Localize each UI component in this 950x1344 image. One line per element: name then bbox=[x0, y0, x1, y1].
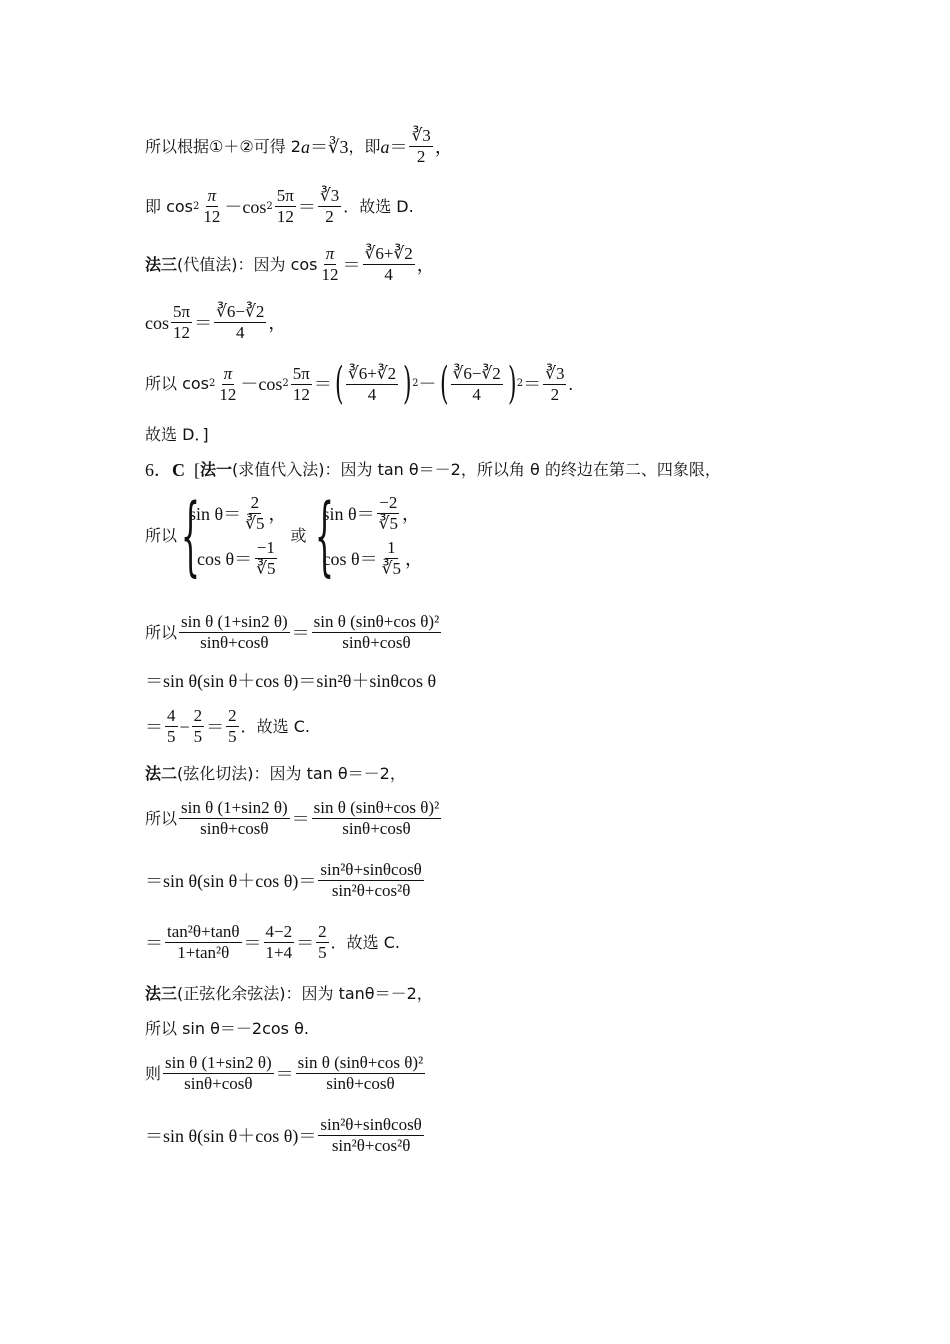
text: －cos bbox=[224, 196, 267, 217]
denominator: ∛5 bbox=[256, 559, 276, 578]
numerator: −1 bbox=[256, 538, 275, 557]
text: 故选 D．] bbox=[145, 425, 209, 444]
numerator: 4−2 bbox=[265, 922, 293, 941]
fraction bbox=[214, 302, 266, 343]
numerator: sin θ (sinθ+cos θ)² bbox=[313, 612, 440, 631]
denominator: 5 bbox=[167, 727, 176, 746]
denominator: sin²θ+cos²θ bbox=[331, 881, 411, 900]
denominator: 12 bbox=[203, 207, 221, 226]
denominator: sinθ+cosθ bbox=[200, 819, 269, 838]
fraction bbox=[312, 798, 442, 839]
line-7 bbox=[145, 459, 721, 481]
fraction bbox=[243, 493, 266, 534]
left-paren: ( bbox=[439, 358, 449, 409]
numerator: sin²θ+sinθcosθ bbox=[320, 1115, 422, 1134]
eq: ＝ bbox=[145, 932, 163, 953]
method-heading: 法三 bbox=[145, 254, 178, 274]
line-4 bbox=[145, 302, 286, 343]
fraction bbox=[409, 126, 432, 167]
system-a bbox=[177, 486, 287, 586]
fraction bbox=[165, 922, 242, 963]
denominator: sinθ+cosθ bbox=[326, 1074, 395, 1093]
text: ，即 bbox=[348, 136, 381, 156]
fraction bbox=[318, 186, 341, 227]
numerator: ∛6+∛2 bbox=[364, 244, 413, 263]
line-1 bbox=[145, 126, 453, 167]
fraction bbox=[226, 706, 239, 747]
eq: ＝ bbox=[243, 932, 262, 953]
text: ， bbox=[268, 503, 287, 524]
denominator: 2 bbox=[325, 207, 334, 226]
text: sin θ＝ bbox=[322, 503, 375, 524]
text: ．故选 C. bbox=[240, 716, 311, 736]
eq: ＝ bbox=[313, 374, 332, 394]
text: sin θ＝ bbox=[189, 503, 242, 524]
fraction bbox=[201, 186, 222, 227]
text: 即 cos bbox=[145, 196, 194, 216]
fraction bbox=[163, 1053, 274, 1094]
denominator: 1+4 bbox=[265, 943, 293, 962]
text: (正弦化余弦法)：因为 tanθ＝－2， bbox=[177, 984, 433, 1003]
numerator: 5π bbox=[292, 363, 310, 383]
fraction bbox=[377, 493, 400, 534]
denominator: 2 bbox=[416, 147, 426, 166]
fraction bbox=[179, 612, 290, 653]
numerator: tan²θ+tanθ bbox=[167, 922, 240, 941]
fraction bbox=[275, 186, 296, 227]
text: 所以 cos bbox=[145, 374, 210, 393]
denominator: 12 bbox=[173, 323, 191, 342]
fraction bbox=[291, 364, 312, 405]
denominator: 12 bbox=[321, 265, 339, 284]
text: ＝sin θ(sin θ＋cos θ)＝sin²θ＋sinθcos θ bbox=[145, 671, 437, 691]
denominator: sinθ+cosθ bbox=[342, 633, 411, 652]
fraction bbox=[165, 706, 178, 747]
denominator: sinθ+cosθ bbox=[184, 1074, 253, 1093]
line-9 bbox=[145, 612, 443, 653]
text: cos θ＝ bbox=[197, 548, 253, 569]
line-8 bbox=[145, 486, 423, 586]
numerator: ∛3 bbox=[545, 363, 565, 383]
text: ， bbox=[268, 312, 287, 333]
eq: ＝ bbox=[206, 716, 225, 737]
eq: ＝ bbox=[145, 716, 163, 737]
eq: ＝ bbox=[275, 1063, 294, 1084]
fraction bbox=[318, 860, 423, 901]
denominator: 1+tan²θ bbox=[177, 943, 230, 962]
text: 则 bbox=[145, 1063, 162, 1083]
denominator: sin²θ+cos²θ bbox=[331, 1136, 411, 1155]
line-6 bbox=[145, 424, 209, 446]
fraction bbox=[318, 1115, 423, 1156]
eq: ＝ bbox=[389, 136, 408, 157]
numerator: ∛3 bbox=[411, 126, 431, 145]
numerator: ∛3 bbox=[319, 186, 340, 205]
eq: ＝ bbox=[523, 374, 542, 394]
fraction bbox=[543, 364, 566, 405]
denominator: 12 bbox=[292, 384, 310, 404]
text: 所以根据①＋②可得 2 bbox=[145, 136, 301, 156]
method-heading: 法一 bbox=[200, 460, 233, 479]
fraction bbox=[217, 364, 238, 405]
fraction bbox=[363, 244, 415, 285]
numerator: 4 bbox=[167, 706, 176, 725]
denominator: sinθ+cosθ bbox=[200, 633, 269, 652]
text: － bbox=[418, 374, 437, 394]
eq: ＝ bbox=[291, 622, 310, 643]
line-10 bbox=[145, 670, 436, 692]
fraction bbox=[346, 364, 398, 405]
numerator: 2 bbox=[228, 706, 237, 725]
fraction bbox=[316, 922, 329, 963]
answer: C bbox=[172, 460, 185, 480]
numerator: sin θ (1+sin2 θ) bbox=[181, 612, 288, 631]
numerator: sin θ (1+sin2 θ) bbox=[165, 1053, 272, 1072]
numerator: sin²θ+sinθcosθ bbox=[320, 860, 422, 879]
denominator: ∛5 bbox=[378, 514, 398, 533]
left-brace: { bbox=[180, 486, 201, 586]
root: ∛3 bbox=[327, 136, 349, 157]
numerator: π bbox=[223, 363, 233, 383]
fraction bbox=[179, 798, 290, 839]
line-17 bbox=[145, 1018, 309, 1040]
line-5: 所以 cos 2 $\frac{\pi}{12}$ －cos 2 $\frac{5\pi}{12}$ ＝ ( $\frac{∛6+∛2}{4}$ ) 2 － ( $\frac{∛6-∛2}{4}$ ) 2 ＝ $\frac{∛3}{2}$ . bbox=[145, 358, 573, 409]
text: ＝sin θ(sin θ＋cos θ)＝ bbox=[145, 1125, 317, 1146]
text: 所以 bbox=[145, 622, 178, 642]
text: ， bbox=[404, 548, 423, 569]
line-19 bbox=[145, 1115, 426, 1156]
denominator: ∛5 bbox=[381, 559, 401, 578]
left-brace: { bbox=[314, 486, 334, 586]
line-12 bbox=[145, 763, 406, 785]
numerator: sin θ (sinθ+cos θ)² bbox=[297, 1053, 424, 1072]
numerator: sin θ (sinθ+cos θ)² bbox=[313, 798, 440, 817]
text: (求值代入法)：因为 tan θ＝－2，所以角 θ 的终边在第二、四象限， bbox=[232, 460, 721, 479]
text: 或 bbox=[290, 526, 307, 545]
text: ， bbox=[416, 254, 435, 275]
denominator: 12 bbox=[219, 384, 237, 404]
numerator: ∛6−∛2 bbox=[452, 363, 501, 383]
method-heading: 法三 bbox=[145, 984, 178, 1003]
numerator: 1 bbox=[387, 538, 396, 557]
line-18 bbox=[145, 1053, 427, 1094]
text: cos bbox=[145, 312, 169, 333]
fraction bbox=[296, 1053, 426, 1094]
line-15 bbox=[145, 922, 400, 963]
line-16 bbox=[145, 983, 433, 1005]
eq: ＝ bbox=[291, 808, 310, 829]
denominator: ∛5 bbox=[245, 514, 265, 533]
fraction bbox=[171, 302, 192, 343]
eq: ＝ bbox=[296, 932, 315, 953]
fraction bbox=[192, 706, 205, 747]
var: a bbox=[380, 136, 390, 157]
numerator: −2 bbox=[379, 493, 398, 512]
numerator: ∛6−∛2 bbox=[216, 302, 265, 321]
line-11 bbox=[145, 706, 310, 747]
text: 所以 sin θ＝－2cos θ. bbox=[145, 1019, 309, 1038]
denominator: 4 bbox=[384, 265, 393, 284]
fraction bbox=[451, 364, 503, 405]
text: − bbox=[179, 716, 190, 737]
denominator: 4 bbox=[367, 384, 377, 404]
eq: ＝ bbox=[309, 136, 328, 157]
denominator: 4 bbox=[472, 384, 481, 404]
right-paren: ) bbox=[507, 358, 517, 409]
text: ＝sin θ(sin θ＋cos θ)＝ bbox=[145, 870, 317, 891]
text: ．故选 C. bbox=[330, 932, 400, 952]
numerator: 5π bbox=[276, 186, 294, 205]
eq: ＝ bbox=[342, 254, 361, 275]
text: ， bbox=[402, 503, 420, 524]
denominator: 12 bbox=[276, 207, 294, 226]
text: cos θ＝ bbox=[322, 548, 378, 569]
numerator: 5π bbox=[173, 302, 191, 321]
text: 所以 bbox=[145, 808, 178, 828]
method-heading: 法二 bbox=[145, 764, 178, 783]
numerator: 2 bbox=[193, 706, 203, 725]
numerator: ∛6+∛2 bbox=[347, 363, 397, 383]
line-14 bbox=[145, 860, 426, 901]
eq: ＝ bbox=[297, 196, 316, 217]
system-b bbox=[311, 486, 423, 586]
denominator: 5 bbox=[228, 727, 237, 746]
denominator: 2 bbox=[550, 384, 560, 404]
line-13 bbox=[145, 798, 443, 839]
text: ．故选 D. bbox=[343, 196, 414, 216]
numerator: π bbox=[325, 244, 335, 263]
fraction bbox=[264, 922, 295, 963]
line-2: 即 cos 2 $\frac{\pi}{12}$ －cos 2 $\frac{5\pi}{12}$ ＝ $\frac{∛3}{2}$ ．故选 D. bbox=[145, 186, 414, 226]
fraction bbox=[380, 538, 403, 579]
denominator: 5 bbox=[318, 943, 327, 962]
text: ， bbox=[434, 136, 453, 157]
eq: ＝ bbox=[194, 312, 213, 333]
line-3 bbox=[145, 244, 435, 285]
numerator: 2 bbox=[318, 922, 327, 941]
denominator: 4 bbox=[235, 323, 245, 342]
text: 所以 bbox=[145, 526, 178, 545]
right-paren: ) bbox=[403, 358, 412, 409]
var: a bbox=[300, 136, 310, 157]
bracket: [ bbox=[185, 460, 200, 480]
text: . bbox=[568, 374, 573, 394]
denominator: sinθ+cosθ bbox=[342, 819, 411, 838]
text: (弦化切法)：因为 tan θ＝－2， bbox=[177, 764, 406, 783]
numerator: π bbox=[207, 186, 217, 205]
fraction bbox=[254, 538, 277, 579]
text: －cos bbox=[240, 374, 283, 394]
fraction bbox=[320, 244, 341, 285]
text: (代值法)：因为 cos bbox=[177, 254, 318, 274]
question-number: 6． bbox=[145, 460, 172, 480]
left-paren: ( bbox=[334, 358, 344, 409]
numerator: 2 bbox=[250, 493, 260, 512]
denominator: 5 bbox=[193, 727, 203, 746]
numerator: sin θ (1+sin2 θ) bbox=[181, 798, 288, 817]
fraction bbox=[312, 612, 442, 653]
